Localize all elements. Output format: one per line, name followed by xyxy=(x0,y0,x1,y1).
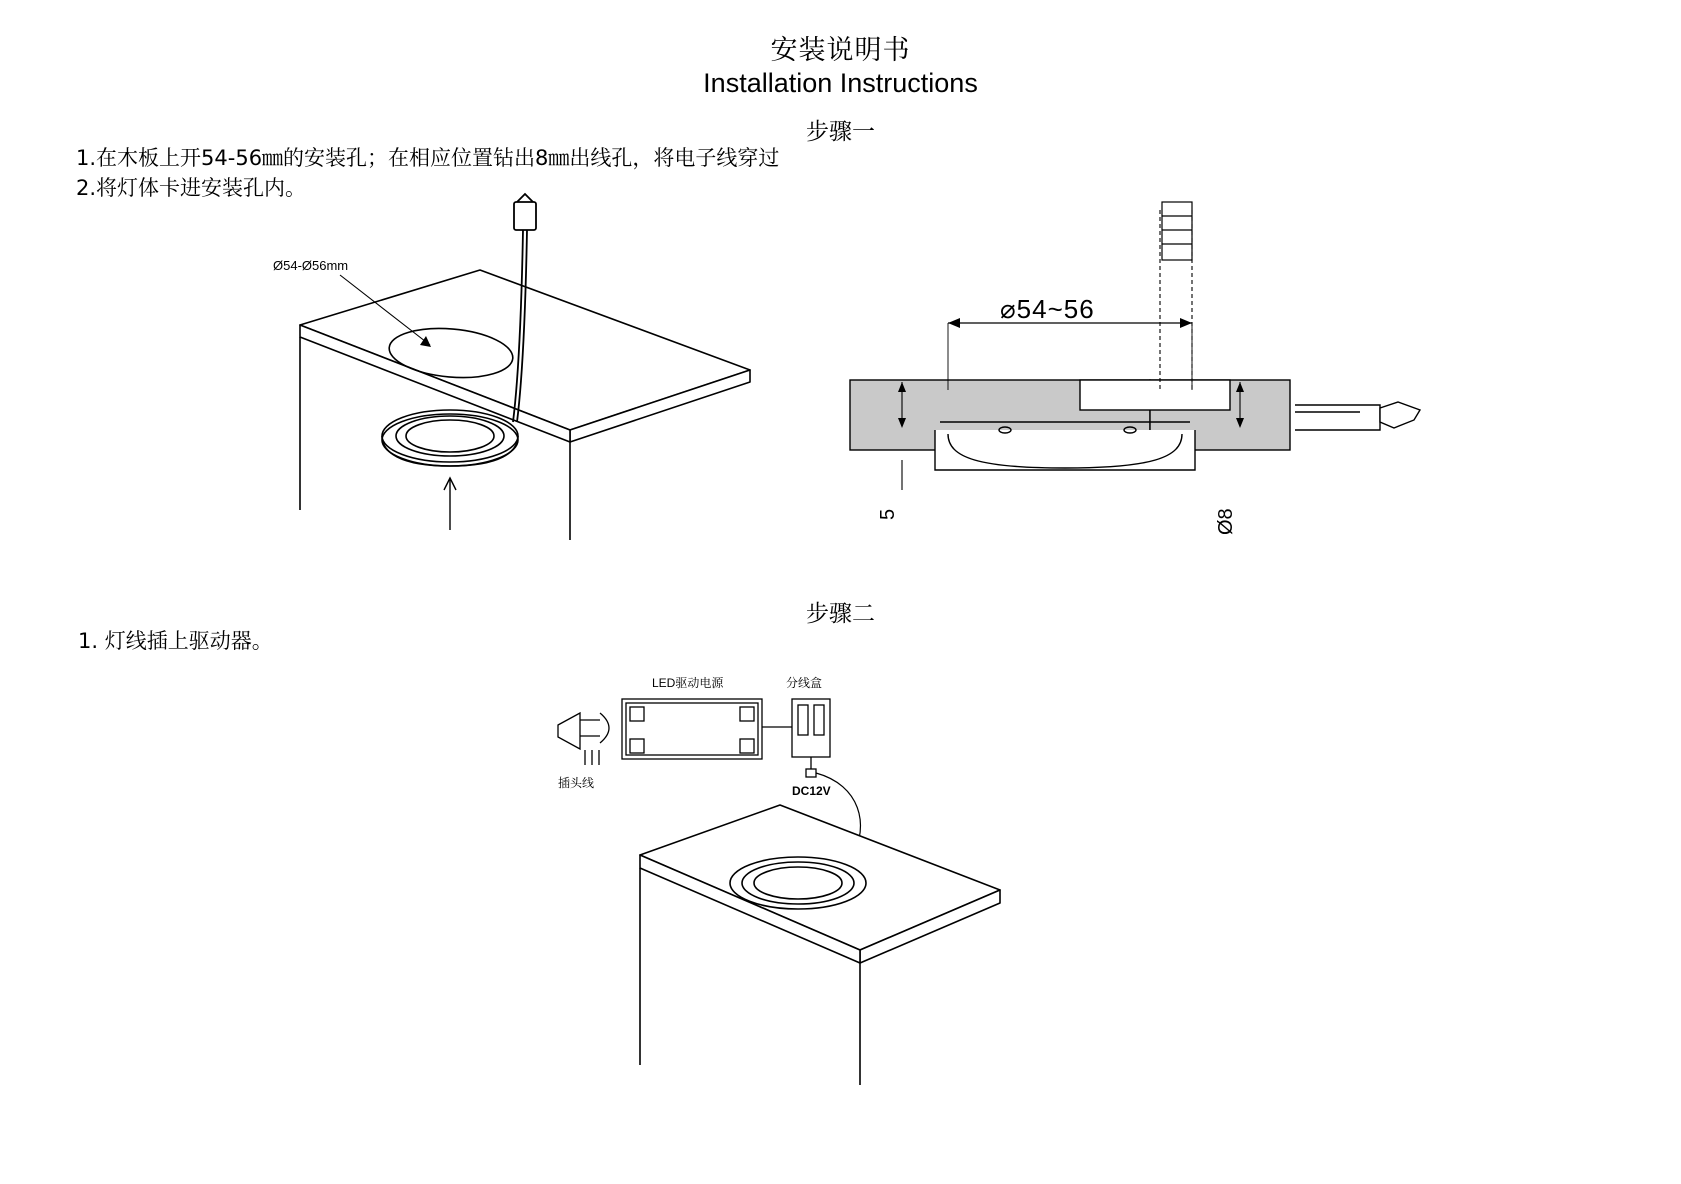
page-title-english: Installation Instructions xyxy=(703,68,978,98)
junction-box-label: 分线盒 xyxy=(786,676,823,690)
step-one-heading: 步骤一 xyxy=(806,119,875,145)
figure-wiring-diagram xyxy=(530,665,1090,1095)
diameter-dimension-label: ⌀54~56 xyxy=(1000,294,1095,324)
thickness-dimension-label: 5 xyxy=(877,508,899,520)
step-one-instruction-2: 2.将灯体卡进安装孔内。 xyxy=(76,176,307,200)
hole-diameter-callout: Ø54-Ø56mm xyxy=(273,258,349,273)
figure-section-view xyxy=(840,190,1460,560)
step-two-instruction-1: 1. 灯线插上驱动器。 xyxy=(78,629,273,653)
page-title-chinese: 安装说明书 xyxy=(770,35,911,66)
figure-isometric-install xyxy=(255,190,795,560)
step-one-instruction-1: 1.在木板上开54-56㎜的安装孔；在相应位置钻出8㎜出线孔，将电子线穿过 xyxy=(76,146,780,170)
hole-dimension-label: Ø8 xyxy=(1215,508,1237,535)
plug-label: 插头线 xyxy=(558,776,595,790)
driver-label: LED驱动电源 xyxy=(652,676,724,690)
voltage-label: DC12V xyxy=(792,784,831,798)
step-two-heading: 步骤二 xyxy=(806,601,875,627)
